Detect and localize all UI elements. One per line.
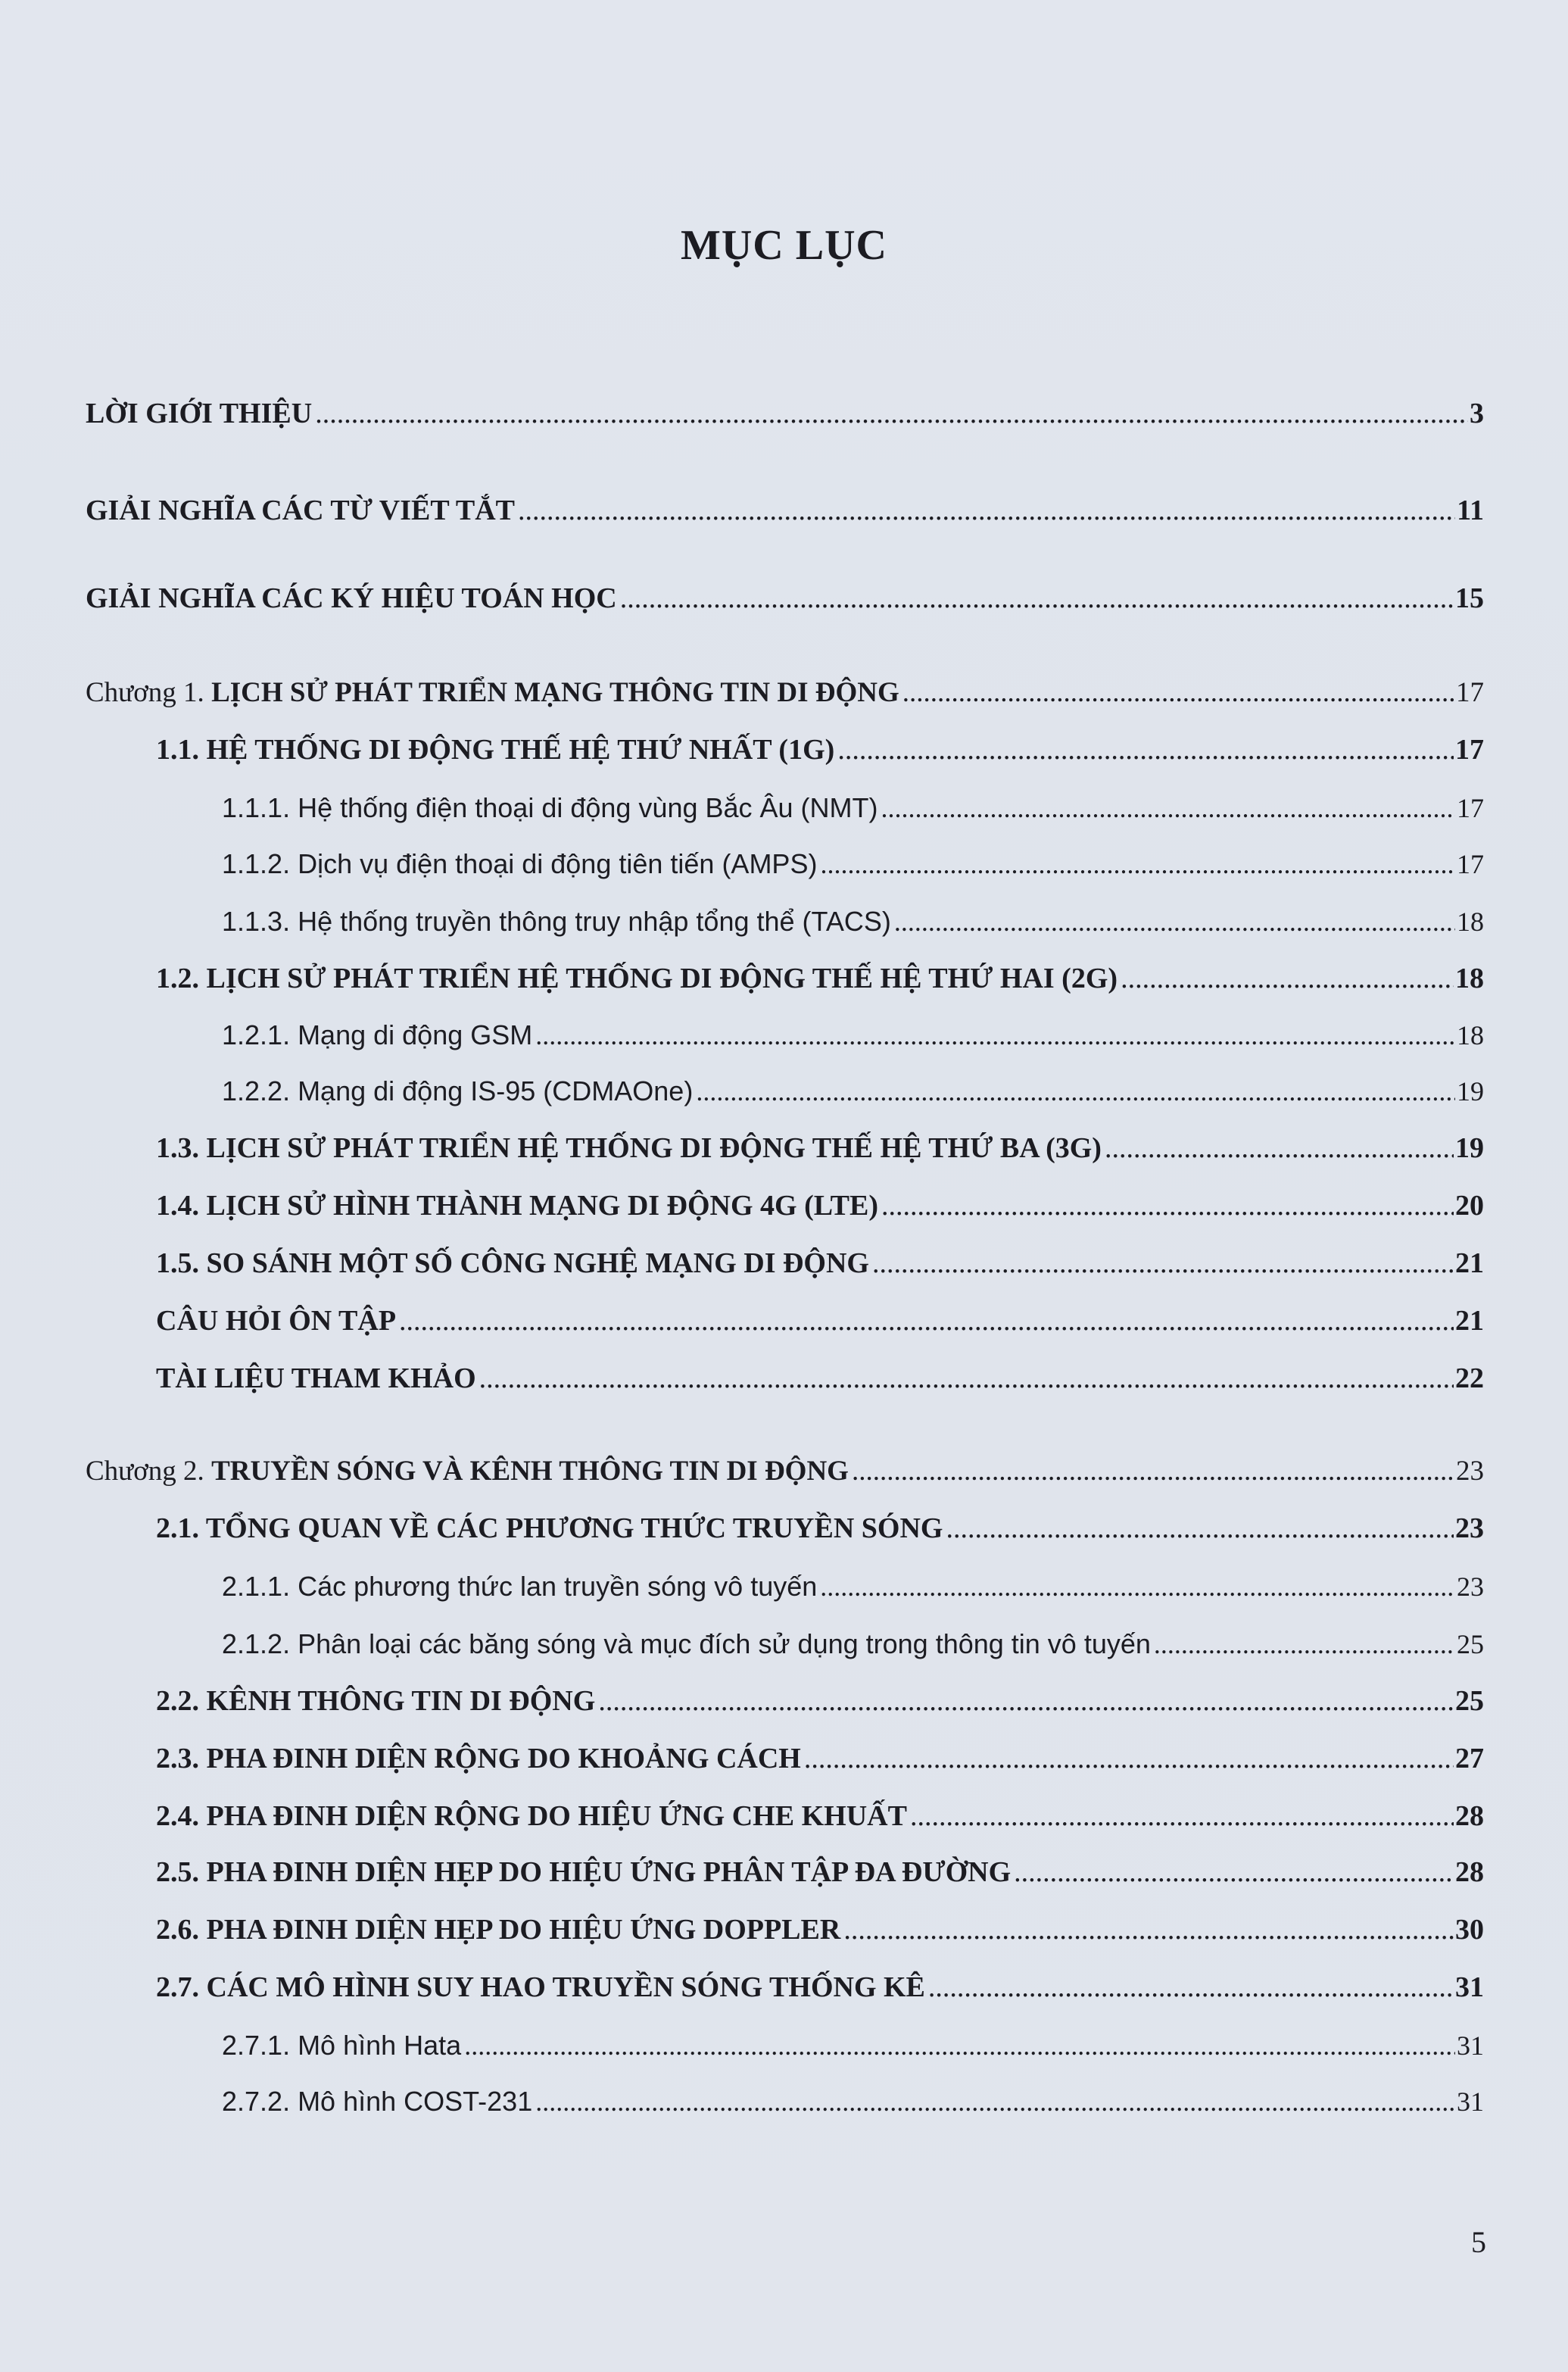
toc-entry-label: 2.7. CÁC MÔ HÌNH SUY HAO TRUYỀN SÓNG THỐNG KÊ bbox=[156, 1971, 925, 2003]
toc-entry-page: 25 bbox=[1457, 1629, 1484, 1659]
toc-entry-page: 11 bbox=[1457, 495, 1484, 526]
toc-entry-page: 28 bbox=[1455, 1800, 1484, 1832]
toc-entry-label: 2.7.2. Mô hình COST-231 bbox=[222, 2086, 533, 2117]
toc-entry-page: 17 bbox=[1457, 849, 1484, 879]
toc-entry bbox=[86, 489, 1484, 527]
toc-entry-page: 23 bbox=[1455, 1512, 1484, 1544]
toc-entry bbox=[156, 957, 1484, 995]
toc-entry bbox=[222, 786, 1484, 824]
toc-entry bbox=[156, 1300, 1484, 1337]
toc-entry bbox=[156, 1966, 1484, 2004]
toc-entry bbox=[156, 729, 1484, 766]
leader-dots bbox=[804, 1745, 1454, 1775]
leader-dots bbox=[535, 1021, 1455, 1051]
toc-entry-label: LỜI GIỚI THIỆU bbox=[86, 398, 313, 429]
toc-entry-label bbox=[86, 1455, 852, 1487]
leader-dots bbox=[820, 1572, 1455, 1603]
toc-entry-label: 1.2.1. Mạng di động GSM bbox=[222, 1019, 533, 1050]
toc-entry bbox=[222, 1622, 1484, 1660]
leader-dots bbox=[820, 850, 1455, 880]
toc-entry-page: 25 bbox=[1455, 1685, 1484, 1717]
chapter-title: TRUYỀN SÓNG VÀ KÊNH THÔNG TIN DI ĐỘNG bbox=[211, 1456, 849, 1487]
toc-entry-label: 1.4. LỊCH SỬ HÌNH THÀNH MẠNG DI ĐỘNG 4G (LTE) bbox=[156, 1190, 878, 1222]
toc-entry-page: 23 bbox=[1457, 1571, 1484, 1602]
toc-entry-page: 30 bbox=[1455, 1914, 1484, 1946]
toc-entry bbox=[156, 1242, 1484, 1280]
toc-entry-page: 17 bbox=[1455, 734, 1484, 766]
toc-entry-page: 31 bbox=[1455, 1971, 1484, 2003]
toc-entry bbox=[222, 1013, 1484, 1051]
toc-entry-label: TÀI LIỆU THAM KHẢO bbox=[156, 1362, 476, 1394]
leader-dots bbox=[881, 1192, 1454, 1222]
toc-entry-label: GIẢI NGHĨA CÁC KÝ HIỆU TOÁN HỌC bbox=[86, 582, 617, 614]
toc-entry bbox=[156, 1507, 1484, 1545]
toc-entry bbox=[222, 900, 1484, 938]
toc-entry-label: 2.3. PHA ĐINH DIỆN RỘNG DO KHOẢNG CÁCH bbox=[156, 1743, 801, 1774]
toc-entry-label: 2.7.1. Mô hình Hata bbox=[222, 2030, 462, 2061]
toc-entry bbox=[156, 1909, 1484, 1946]
leader-dots bbox=[881, 794, 1455, 824]
toc-entry-label: 2.1. TỔNG QUAN VỀ CÁC PHƯƠNG THỨC TRUYỀN SÓNG bbox=[156, 1512, 943, 1544]
toc-entry-page: 22 bbox=[1455, 1362, 1484, 1394]
toc-entry-page: 21 bbox=[1455, 1305, 1484, 1337]
leader-dots bbox=[837, 736, 1454, 766]
toc-entry-label: 1.3. LỊCH SỬ PHÁT TRIỂN HỆ THỐNG DI ĐỘNG THẾ HỆ THỨ BA (3G) bbox=[156, 1132, 1102, 1164]
leader-dots bbox=[1105, 1135, 1454, 1165]
toc-entry-page: 18 bbox=[1457, 1020, 1484, 1050]
toc-entry-label bbox=[86, 676, 902, 709]
toc-entry-label: 2.5. PHA ĐINH DIỆN HẸP DO HIỆU ỨNG PHÂN TẬP ĐA ĐƯỜNG bbox=[156, 1856, 1012, 1888]
leader-dots bbox=[399, 1307, 1454, 1337]
toc-entry bbox=[222, 1069, 1484, 1107]
toc-entry-label: 2.6. PHA ĐINH DIỆN HẸP DO HIỆU ỨNG DOPPLER bbox=[156, 1914, 841, 1946]
toc-entry bbox=[222, 2080, 1484, 2118]
toc-entry-page: 20 bbox=[1455, 1190, 1484, 1222]
toc-entry bbox=[156, 1357, 1484, 1395]
chapter-prefix: Chương 1. bbox=[86, 677, 212, 708]
leader-dots bbox=[1154, 1630, 1455, 1660]
toc-entry-page: 21 bbox=[1455, 1247, 1484, 1279]
toc-entry bbox=[222, 842, 1484, 880]
toc-entry-label: 2.2. KÊNH THÔNG TIN DI ĐỘNG bbox=[156, 1685, 596, 1717]
leader-dots bbox=[696, 1077, 1455, 1107]
leader-dots bbox=[910, 1802, 1454, 1833]
leader-dots bbox=[535, 2087, 1455, 2118]
toc-entry-page: 18 bbox=[1457, 907, 1484, 937]
leader-dots bbox=[1014, 1859, 1454, 1889]
toc-entry-page: 15 bbox=[1455, 582, 1484, 614]
toc-entry-label: CÂU HỎI ÔN TẬP bbox=[156, 1305, 397, 1337]
toc-entry-page: 23 bbox=[1456, 1456, 1484, 1487]
leader-dots bbox=[518, 497, 1455, 527]
leader-dots bbox=[894, 907, 1455, 938]
toc-entry-page: 19 bbox=[1457, 1076, 1484, 1106]
toc-entry-label: 1.1.2. Dịch vụ điện thoại di động tiên tiến (AMPS) bbox=[222, 848, 818, 879]
toc-entry-page: 17 bbox=[1456, 677, 1484, 708]
toc-entry-label: 1.1. HỆ THỐNG DI ĐỘNG THẾ HỆ THỨ NHẤT (1G) bbox=[156, 734, 835, 766]
toc-entry-page: 27 bbox=[1455, 1743, 1484, 1774]
toc-entry-page: 31 bbox=[1457, 2086, 1484, 2117]
leader-dots bbox=[946, 1515, 1454, 1545]
leader-dots bbox=[598, 1687, 1454, 1718]
leader-dots bbox=[928, 1974, 1454, 2004]
toc-chapter-entry bbox=[86, 1450, 1484, 1487]
toc-entry bbox=[156, 1184, 1484, 1222]
leader-dots bbox=[464, 2031, 1455, 2061]
toc-entry bbox=[156, 1737, 1484, 1775]
toc-entry bbox=[156, 1680, 1484, 1718]
leader-dots bbox=[620, 585, 1454, 615]
toc-entry-page: 17 bbox=[1457, 793, 1484, 823]
toc-entry bbox=[156, 1127, 1484, 1165]
toc-entry-label: GIẢI NGHĨA CÁC TỪ VIẾT TẮT bbox=[86, 495, 515, 526]
toc-entry-label: 2.4. PHA ĐINH DIỆN RỘNG DO HIỆU ỨNG CHE KHUẤT bbox=[156, 1800, 907, 1832]
toc-entry bbox=[156, 1795, 1484, 1833]
toc-entry bbox=[222, 1565, 1484, 1603]
toc-entry-page: 28 bbox=[1455, 1856, 1484, 1888]
leader-dots bbox=[1121, 965, 1454, 995]
toc-entry-page: 18 bbox=[1455, 963, 1484, 994]
leader-dots bbox=[479, 1365, 1454, 1395]
toc-chapter-entry bbox=[86, 671, 1484, 709]
page-title: MỤC LỤC bbox=[681, 222, 887, 269]
toc-entry-page: 3 bbox=[1470, 398, 1484, 429]
toc-entry-label: 1.1.3. Hệ thống truyền thông truy nhập tổng thể (TACS) bbox=[222, 906, 891, 937]
toc-entry-label: 1.5. SO SÁNH MỘT SỐ CÔNG NGHỆ MẠNG DI ĐỘNG bbox=[156, 1247, 869, 1279]
chapter-title: LỊCH SỬ PHÁT TRIỂN MẠNG THÔNG TIN DI ĐỘNG bbox=[211, 677, 899, 708]
toc-entry-page: 19 bbox=[1455, 1132, 1484, 1164]
leader-dots bbox=[872, 1250, 1454, 1280]
toc-entry-label: 2.1.1. Các phương thức lan truyền sóng vô tuyến bbox=[222, 1571, 818, 1602]
toc-entry bbox=[156, 1851, 1484, 1889]
leader-dots bbox=[315, 400, 1468, 430]
leader-dots bbox=[902, 679, 1454, 709]
page-number: 5 bbox=[1471, 2225, 1486, 2259]
toc-entry-label: 1.1.1. Hệ thống điện thoại di động vùng Bắc Âu (NMT) bbox=[222, 792, 878, 823]
toc-entry bbox=[86, 577, 1484, 615]
toc-entry-label: 1.2.2. Mạng di động IS-95 (CDMAOne) bbox=[222, 1075, 694, 1106]
toc-entry-label: 1.2. LỊCH SỬ PHÁT TRIỂN HỆ THỐNG DI ĐỘNG THẾ HỆ THỨ HAI (2G) bbox=[156, 963, 1118, 994]
leader-dots bbox=[843, 1916, 1454, 1946]
toc-entry-page: 31 bbox=[1457, 2030, 1484, 2061]
toc-entry bbox=[86, 392, 1484, 430]
toc-entry bbox=[222, 2024, 1484, 2061]
leader-dots bbox=[852, 1457, 1454, 1487]
chapter-prefix: Chương 2. bbox=[86, 1456, 212, 1487]
toc-entry-label: 2.1.2. Phân loại các băng sóng và mục đích sử dụng trong thông tin vô tuyến bbox=[222, 1628, 1151, 1659]
